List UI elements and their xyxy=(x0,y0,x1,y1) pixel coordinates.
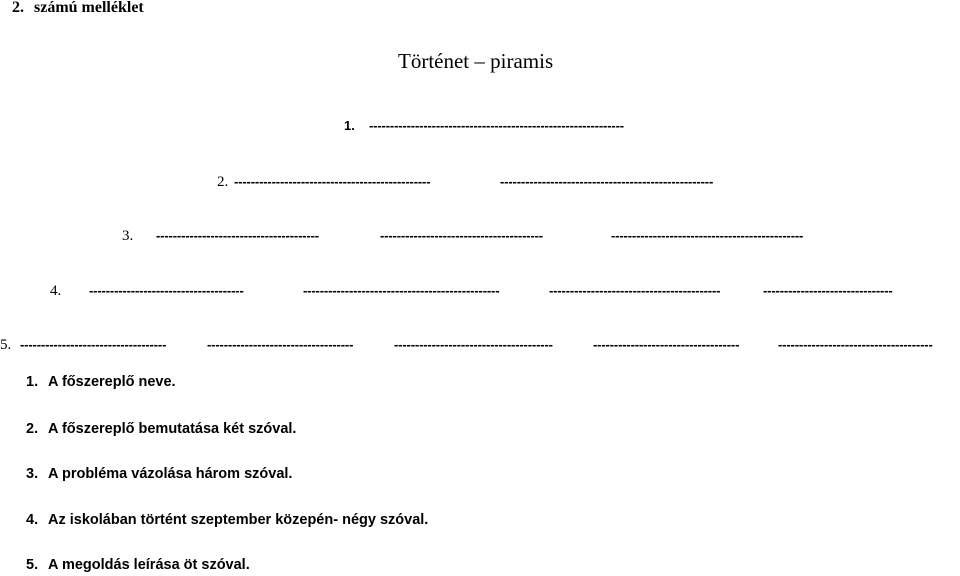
pyramid-blank[interactable]: ------------------------------------- xyxy=(778,337,933,352)
pyramid-blank[interactable]: ----------------------------------------------- xyxy=(303,283,500,298)
instruction-text: Az iskolában történt szeptember közepén- négy szóval. xyxy=(48,512,429,528)
instruction-item xyxy=(26,466,292,482)
annex-number: 2. xyxy=(12,0,24,16)
pyramid-blank[interactable]: ------------------------------- xyxy=(763,283,893,298)
instruction-number: 3. xyxy=(26,466,39,482)
instruction-item xyxy=(26,512,428,528)
pyramid-row-number: 4. xyxy=(50,283,62,299)
pyramid-blank[interactable]: --------------------------------------- xyxy=(156,228,319,243)
pyramid-blank[interactable]: ----------------------------------- xyxy=(20,337,167,352)
pyramid-blank[interactable]: ------------------------------------------------------------- xyxy=(369,118,624,133)
instruction-item xyxy=(26,421,296,437)
annex-header xyxy=(12,0,144,17)
pyramid-row-number: 5. xyxy=(0,337,12,353)
pyramid-row-number: 2. xyxy=(217,174,229,190)
pyramid-row-number: 3. xyxy=(122,228,134,244)
instruction-text: A főszereplő neve. xyxy=(48,374,176,390)
pyramid-blank[interactable]: -------------------------------------- xyxy=(394,337,553,352)
pyramid-blank[interactable]: ----------------------------------------- xyxy=(549,283,721,298)
pyramid-row-4 xyxy=(0,283,960,303)
pyramid-row-1 xyxy=(0,118,960,138)
page-title: Történet – piramis xyxy=(398,49,554,73)
pyramid-row-number: 1. xyxy=(344,118,355,133)
pyramid-blank[interactable]: ----------------------------------- xyxy=(593,337,740,352)
pyramid-row-5 xyxy=(0,337,960,357)
instruction-item xyxy=(26,557,250,573)
instruction-text: A főszereplő bemutatása két szóval. xyxy=(48,421,297,437)
pyramid-row-2 xyxy=(0,174,960,194)
pyramid-blank[interactable]: --------------------------------------------------- xyxy=(500,174,714,189)
pyramid-blank[interactable]: ---------------------------------------------- xyxy=(611,228,804,243)
pyramid-blank[interactable]: ------------------------------------- xyxy=(89,283,244,298)
instruction-number: 2. xyxy=(26,421,39,437)
instruction-item xyxy=(26,374,176,390)
instruction-number: 1. xyxy=(26,374,39,390)
instruction-text: A megoldás leírása öt szóval. xyxy=(48,557,250,573)
pyramid-row-3 xyxy=(0,228,960,248)
instruction-number: 5. xyxy=(26,557,39,573)
pyramid-blank[interactable]: --------------------------------------- xyxy=(380,228,543,243)
pyramid-blank[interactable]: ----------------------------------------------- xyxy=(234,174,431,189)
pyramid-blank[interactable]: ----------------------------------- xyxy=(207,337,354,352)
annex-label: számú melléklet xyxy=(34,0,144,16)
instruction-text: A probléma vázolása három szóval. xyxy=(48,466,293,482)
instruction-number: 4. xyxy=(26,512,39,528)
